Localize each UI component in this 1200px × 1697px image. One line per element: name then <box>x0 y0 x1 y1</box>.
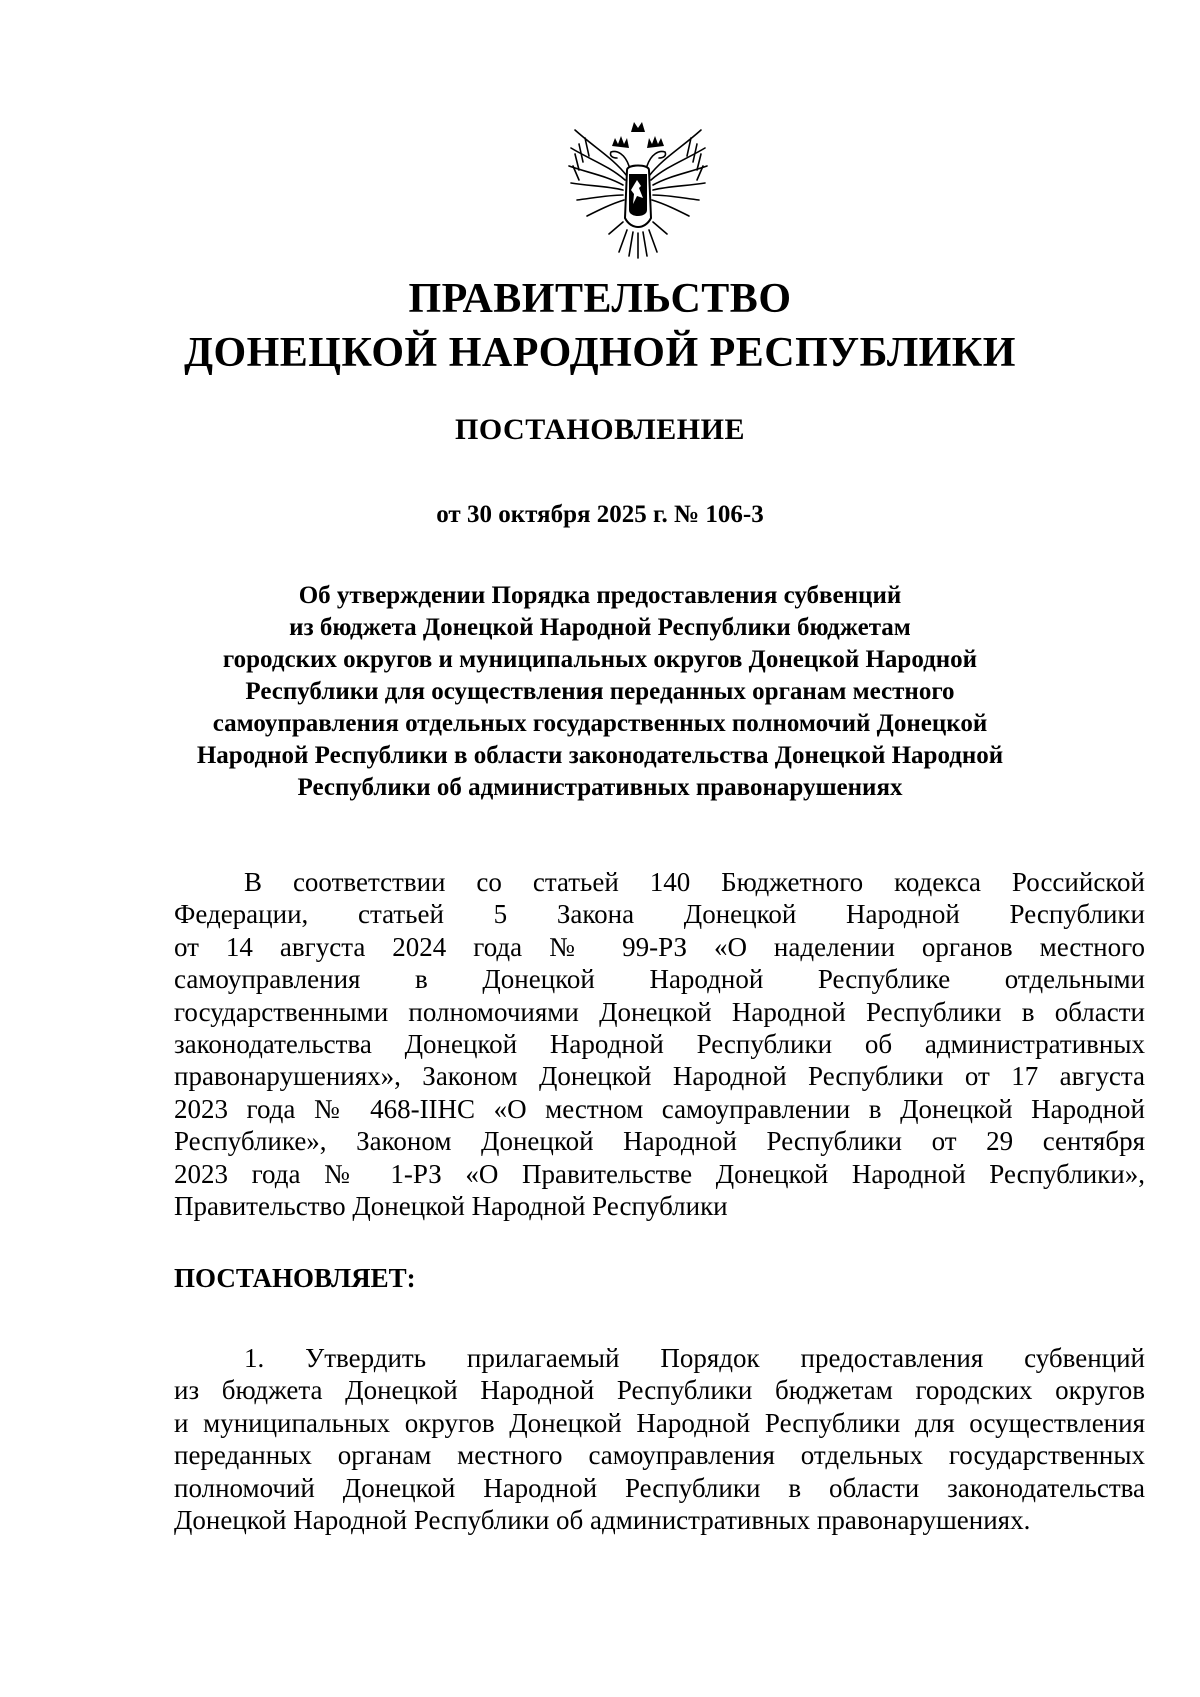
subject-line: самоуправления отдельных государственных полномочий Донецкой <box>212 710 988 737</box>
preamble-line: государственными полномочиями Донецкой Народной Республики в области <box>174 996 1145 1027</box>
coat-of-arms-eagle-icon <box>565 118 711 260</box>
subject-line: Народной Республики в области законодательства Донецкой Народной <box>196 742 1004 769</box>
resolves-heading: ПОСТАНОВЛЯЕТ: <box>174 1263 416 1293</box>
preamble-line: 2023 года № 468-IIНС «О местном самоуправлении в Донецкой Народной <box>174 1093 1145 1124</box>
item-1-line: и муниципальных округов Донецкой Народной Республики для осуществления <box>174 1407 1145 1438</box>
item-1-paragraph <box>174 1342 1145 1536</box>
preamble-line: В соответствии со статьей 140 Бюджетного кодекса Российской <box>244 867 1145 897</box>
preamble-line: 2023 года № 1-РЗ «О Правительстве Донецкой Народной Республики», <box>174 1158 1145 1189</box>
preamble-line: Республике», Законом Донецкой Народной Республики от 29 сентября <box>174 1126 1145 1157</box>
subject-line: Об утверждении Порядка предоставления субвенций <box>298 582 902 609</box>
government-title <box>0 272 1200 380</box>
subject-line: городских округов и муниципальных округов Донецкой Народной <box>222 646 978 673</box>
item-1-line: из бюджета Донецкой Народной Республики бюджетам городских округов <box>174 1375 1145 1406</box>
preamble-line: самоуправления в Донецкой Народной Республике отдельными <box>174 964 1145 995</box>
subject-line: из бюджета Донецкой Народной Республики бюджетам <box>289 614 911 641</box>
government-title-line: ПРАВИТЕЛЬСТВО <box>408 276 792 322</box>
document-subject <box>0 580 1200 804</box>
document-date-number: от 30 октября 2025 г. № 106-3 <box>436 501 764 528</box>
preamble-line: правонарушениях», Законом Донецкой Народной Республики от 17 августа <box>174 1061 1145 1092</box>
item-1-line: 1. Утвердить прилагаемый Порядок предоставления субвенций <box>244 1343 1145 1373</box>
item-1-line: Донецкой Народной Республики об административных правонарушениях. <box>174 1505 1031 1536</box>
preamble-paragraph <box>174 866 1145 1222</box>
preamble-line: законодательства Донецкой Народной Республики об административных <box>174 1029 1145 1060</box>
subject-line: Республики об административных правонарушениях <box>297 774 903 801</box>
subject-line: Республики для осуществления переданных органам местного <box>245 678 955 705</box>
preamble-line: от 14 августа 2024 года № 99-РЗ «О наделении органов местного <box>174 931 1145 962</box>
preamble-line: Федерации, статьей 5 Закона Донецкой Народной Республики <box>174 899 1145 930</box>
item-1-line: переданных органам местного самоуправления отдельных государственных <box>174 1440 1145 1471</box>
government-title-line: ДОНЕЦКОЙ НАРОДНОЙ РЕСПУБЛИКИ <box>184 330 1016 376</box>
preamble-line: Правительство Донецкой Народной Республики <box>174 1191 728 1222</box>
item-1-line: полномочий Донецкой Народной Республики в области законодательства <box>174 1472 1145 1503</box>
document-type: ПОСТАНОВЛЕНИЕ <box>455 413 745 446</box>
